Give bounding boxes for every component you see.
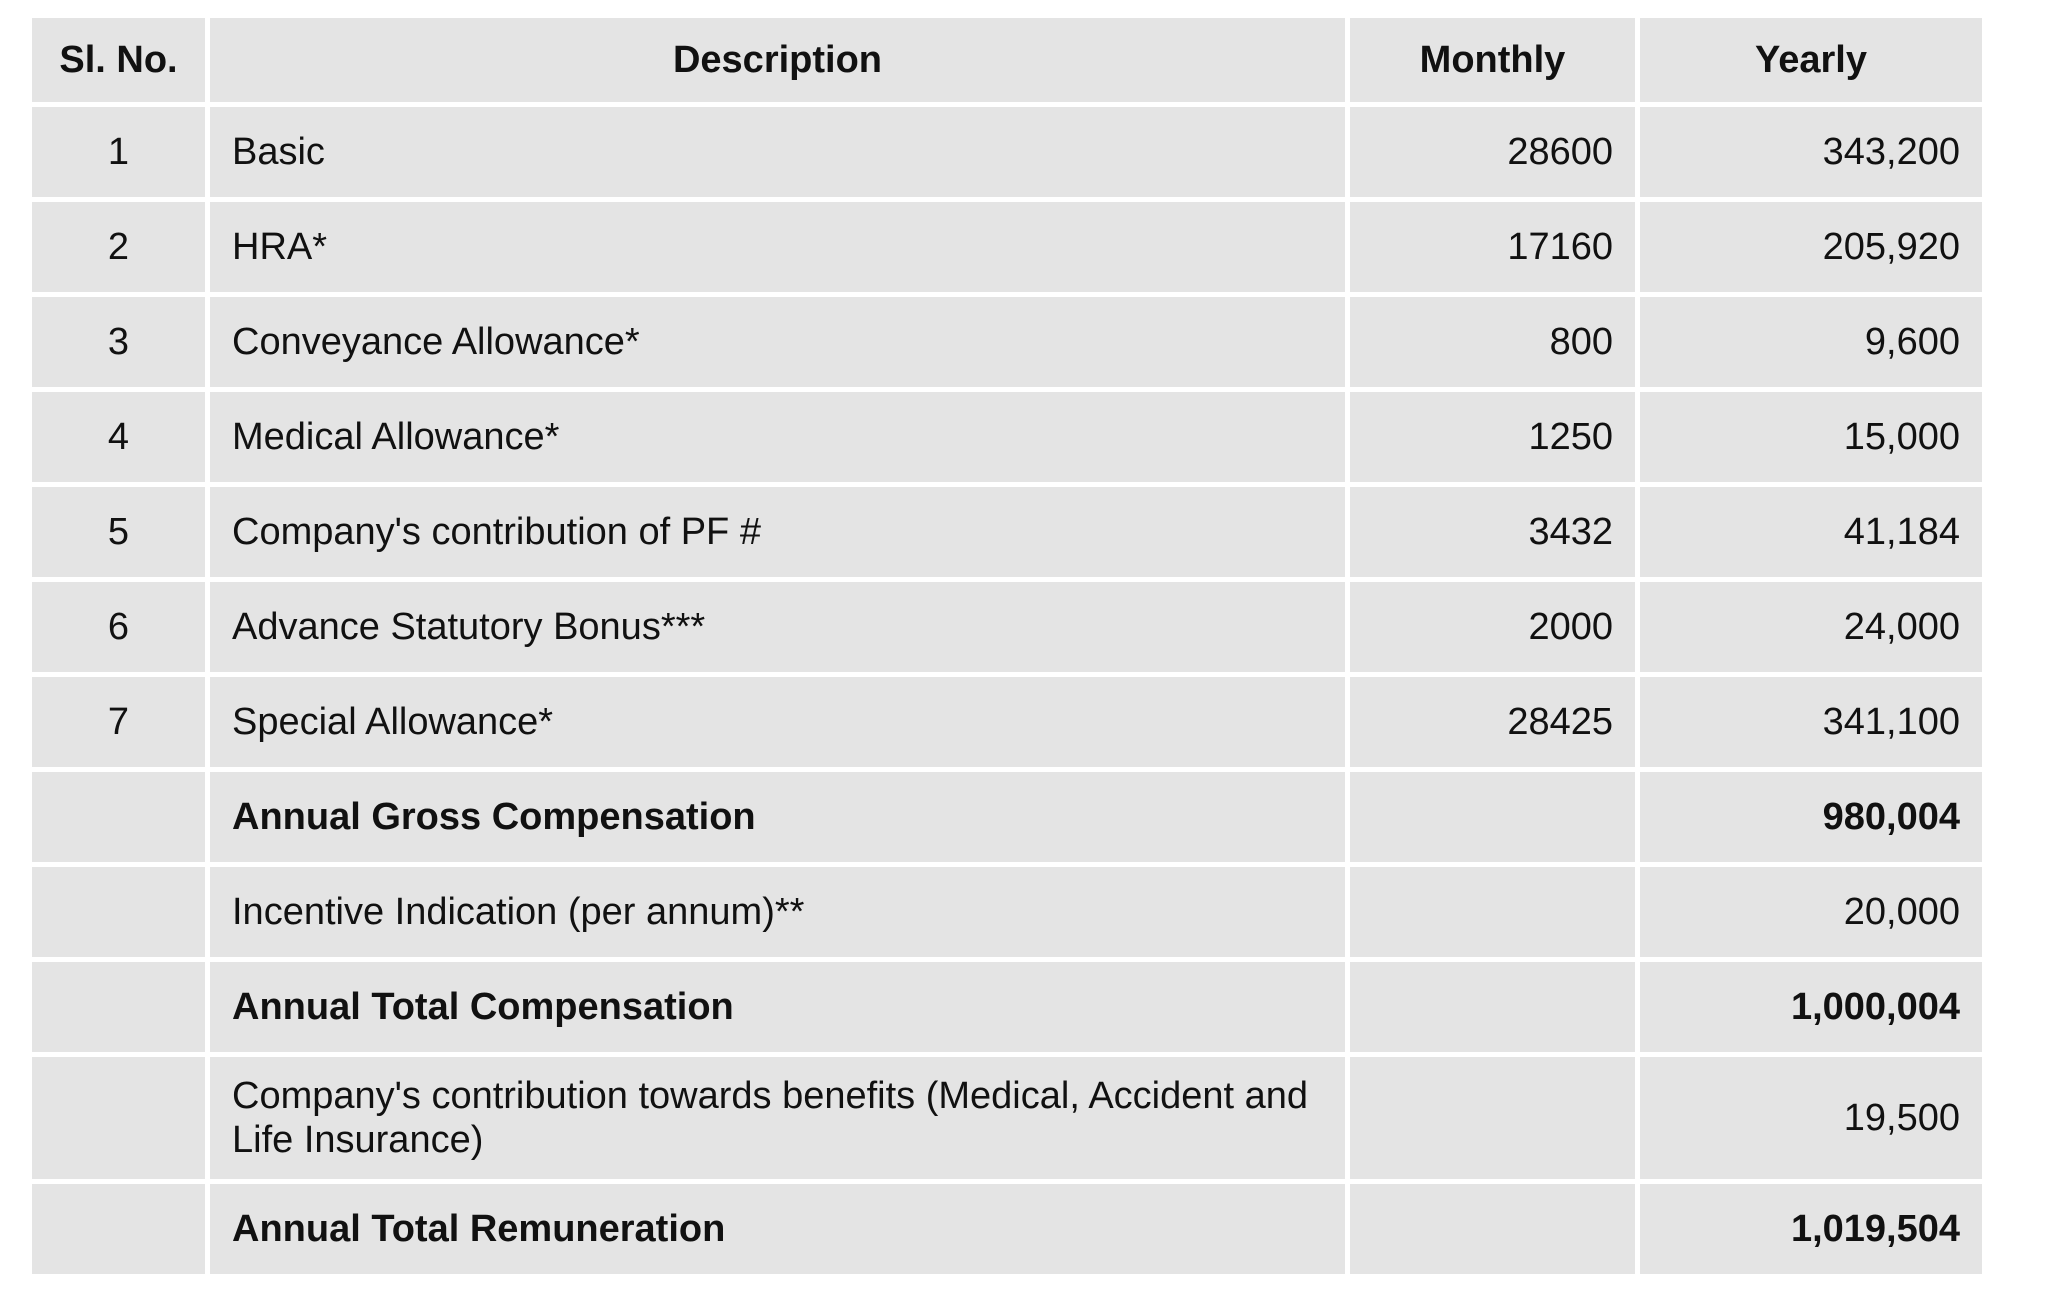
sl-no-cell	[32, 1057, 205, 1179]
header-yearly: Yearly	[1640, 18, 1982, 102]
monthly-cell: 1250	[1350, 392, 1635, 482]
table-row	[32, 392, 1982, 482]
description-cell: Annual Total Compensation	[210, 962, 1345, 1052]
monthly-cell: 28600	[1350, 107, 1635, 197]
monthly-cell	[1350, 772, 1635, 862]
table-row	[32, 1184, 1982, 1274]
description-cell: Company's contribution of PF #	[210, 487, 1345, 577]
yearly-cell: 1,000,004	[1640, 962, 1982, 1052]
table-row	[32, 582, 1982, 672]
monthly-cell: 2000	[1350, 582, 1635, 672]
yearly-cell: 9,600	[1640, 297, 1982, 387]
table-row	[32, 1057, 1982, 1179]
monthly-cell	[1350, 867, 1635, 957]
table-row	[32, 867, 1982, 957]
description-cell: Special Allowance*	[210, 677, 1345, 767]
sl-no-cell	[32, 1184, 205, 1274]
table-row	[32, 107, 1982, 197]
sl-no-cell: 4	[32, 392, 205, 482]
description-cell: Company's contribution towards benefits (Medical, Accident and Life Insurance)	[210, 1057, 1345, 1179]
yearly-cell: 20,000	[1640, 867, 1982, 957]
description-cell: Incentive Indication (per annum)**	[210, 867, 1345, 957]
monthly-cell: 800	[1350, 297, 1635, 387]
description-cell: Medical Allowance*	[210, 392, 1345, 482]
description-cell: Basic	[210, 107, 1345, 197]
yearly-cell: 15,000	[1640, 392, 1982, 482]
sl-no-cell: 1	[32, 107, 205, 197]
yearly-cell: 24,000	[1640, 582, 1982, 672]
description-cell: HRA*	[210, 202, 1345, 292]
header-description: Description	[210, 18, 1345, 102]
sl-no-cell: 5	[32, 487, 205, 577]
sl-no-cell: 6	[32, 582, 205, 672]
sl-no-cell	[32, 962, 205, 1052]
yearly-cell: 980,004	[1640, 772, 1982, 862]
description-cell: Conveyance Allowance*	[210, 297, 1345, 387]
sl-no-cell	[32, 772, 205, 862]
table-row	[32, 487, 1982, 577]
header-row	[32, 18, 1982, 102]
sl-no-cell: 7	[32, 677, 205, 767]
description-cell: Annual Gross Compensation	[210, 772, 1345, 862]
monthly-cell	[1350, 962, 1635, 1052]
yearly-cell: 19,500	[1640, 1057, 1982, 1179]
yearly-cell: 41,184	[1640, 487, 1982, 577]
monthly-cell	[1350, 1057, 1635, 1179]
yearly-cell: 205,920	[1640, 202, 1982, 292]
yearly-cell: 1,019,504	[1640, 1184, 1982, 1274]
description-cell: Advance Statutory Bonus***	[210, 582, 1345, 672]
monthly-cell: 3432	[1350, 487, 1635, 577]
yearly-cell: 343,200	[1640, 107, 1982, 197]
yearly-cell: 341,100	[1640, 677, 1982, 767]
header-monthly: Monthly	[1350, 18, 1635, 102]
compensation-table	[27, 13, 1987, 1279]
table-row	[32, 677, 1982, 767]
table-row	[32, 962, 1982, 1052]
monthly-cell: 17160	[1350, 202, 1635, 292]
table-row	[32, 297, 1982, 387]
monthly-cell: 28425	[1350, 677, 1635, 767]
table-row	[32, 202, 1982, 292]
description-cell: Annual Total Remuneration	[210, 1184, 1345, 1274]
sl-no-cell: 2	[32, 202, 205, 292]
monthly-cell	[1350, 1184, 1635, 1274]
sl-no-cell: 3	[32, 297, 205, 387]
header-sl-no: Sl. No.	[32, 18, 205, 102]
sl-no-cell	[32, 867, 205, 957]
table-row	[32, 772, 1982, 862]
